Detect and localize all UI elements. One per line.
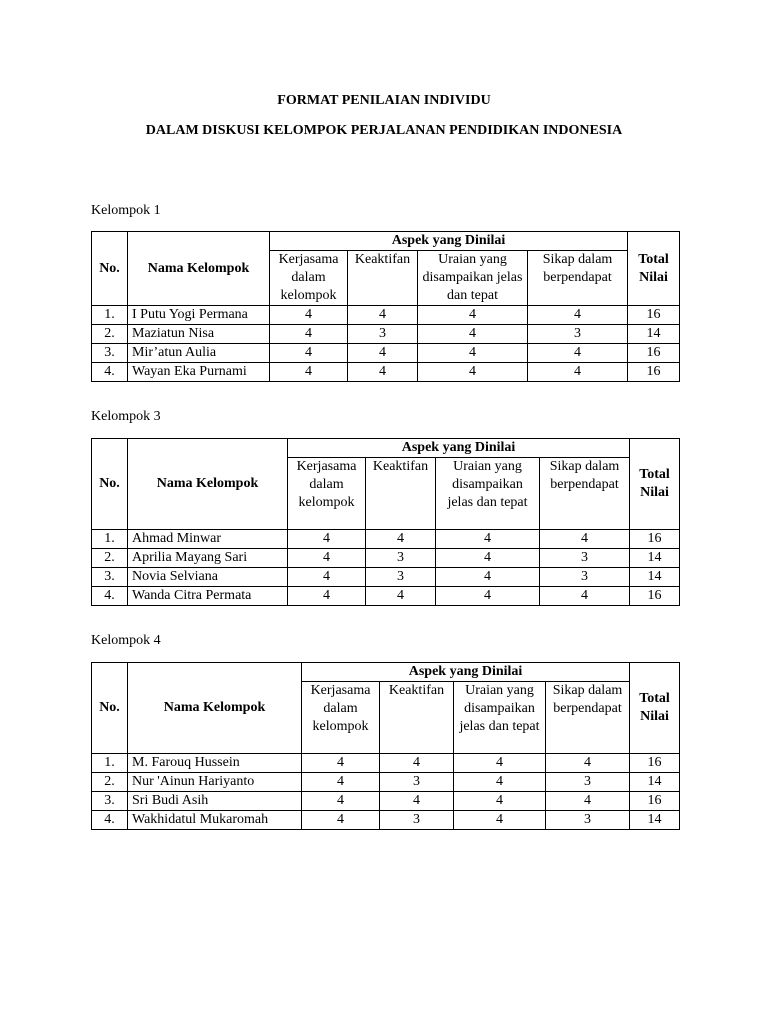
header-sikap: Sikap dalam berpendapat (540, 458, 630, 530)
cell-total: 16 (630, 530, 680, 549)
header-total: Total Nilai (630, 439, 680, 530)
cell-score: 4 (540, 530, 630, 549)
cell-name: Aprilia Mayang Sari (128, 549, 288, 568)
cell-score: 4 (418, 344, 528, 363)
header-name: Nama Kelompok (128, 439, 288, 530)
cell-score: 4 (528, 306, 628, 325)
table-row (92, 325, 680, 344)
cell-total: 14 (630, 568, 680, 587)
group-label: Kelompok 1 (91, 203, 161, 218)
cell-score: 4 (270, 306, 348, 325)
cell-no: 3. (92, 792, 128, 811)
cell-name: Ahmad Minwar (128, 530, 288, 549)
header-aspect: Aspek yang Dinilai (288, 439, 630, 458)
table-row (92, 811, 680, 830)
cell-total: 16 (630, 792, 680, 811)
cell-total: 14 (630, 811, 680, 830)
cell-score: 4 (454, 811, 546, 830)
cell-score: 4 (288, 549, 366, 568)
cell-no: 4. (92, 363, 128, 382)
group-label: Kelompok 4 (91, 633, 161, 648)
cell-score: 4 (418, 306, 528, 325)
cell-score: 4 (348, 306, 418, 325)
table-row (92, 754, 680, 773)
header-keaktifan: Keaktifan (366, 458, 436, 530)
header-sikap: Sikap dalam berpendapat (546, 682, 630, 754)
cell-score: 4 (436, 549, 540, 568)
table-row (92, 568, 680, 587)
cell-total: 16 (628, 306, 680, 325)
cell-no: 3. (92, 568, 128, 587)
cell-score: 4 (288, 587, 366, 606)
cell-score: 4 (418, 325, 528, 344)
cell-score: 3 (348, 325, 418, 344)
cell-score: 3 (540, 549, 630, 568)
cell-score: 4 (288, 530, 366, 549)
header-kerjasama: Kerjasama dalam kelompok (288, 458, 366, 530)
table-row (92, 344, 680, 363)
table-row (92, 530, 680, 549)
cell-no: 1. (92, 306, 128, 325)
header-uraian: Uraian yang disampaikan jelas dan tepat (418, 251, 528, 306)
header-no: No. (92, 663, 128, 754)
cell-score: 4 (380, 792, 454, 811)
header-kerjasama: Kerjasama dalam kelompok (302, 682, 380, 754)
cell-total: 14 (630, 773, 680, 792)
header-aspect: Aspek yang Dinilai (270, 232, 628, 251)
score-table (91, 662, 680, 830)
cell-no: 1. (92, 530, 128, 549)
cell-name: Mir’atun Aulia (128, 344, 270, 363)
cell-score: 4 (366, 587, 436, 606)
table-row (92, 587, 680, 606)
table-row (92, 792, 680, 811)
cell-score: 4 (270, 325, 348, 344)
cell-name: Wakhidatul Mukaromah (128, 811, 302, 830)
cell-no: 2. (92, 325, 128, 344)
cell-no: 2. (92, 549, 128, 568)
cell-total: 16 (630, 587, 680, 606)
header-no: No. (92, 232, 128, 306)
header-uraian: Uraian yang disampaikan jelas dan tepat (436, 458, 540, 530)
header-sikap: Sikap dalam berpendapat (528, 251, 628, 306)
table-row (92, 363, 680, 382)
cell-total: 16 (630, 754, 680, 773)
cell-no: 2. (92, 773, 128, 792)
cell-score: 4 (454, 773, 546, 792)
cell-name: Wayan Eka Purnami (128, 363, 270, 382)
header-keaktifan: Keaktifan (380, 682, 454, 754)
cell-no: 4. (92, 587, 128, 606)
cell-score: 4 (302, 811, 380, 830)
document-subtitle: DALAM DISKUSI KELOMPOK PERJALANAN PENDIDIKAN INDONESIA (145, 123, 623, 138)
cell-score: 4 (302, 773, 380, 792)
cell-no: 4. (92, 811, 128, 830)
cell-score: 4 (270, 363, 348, 382)
cell-score: 3 (528, 325, 628, 344)
cell-score: 3 (546, 773, 630, 792)
cell-score: 4 (348, 363, 418, 382)
cell-total: 16 (628, 344, 680, 363)
cell-score: 4 (540, 587, 630, 606)
header-total: Total Nilai (628, 232, 680, 306)
table-row (92, 549, 680, 568)
cell-name: Sri Budi Asih (128, 792, 302, 811)
cell-score: 3 (380, 773, 454, 792)
cell-name: M. Farouq Hussein (128, 754, 302, 773)
cell-score: 4 (454, 792, 546, 811)
score-table (91, 231, 680, 382)
cell-no: 3. (92, 344, 128, 363)
cell-score: 4 (546, 754, 630, 773)
table-row (92, 306, 680, 325)
header-keaktifan: Keaktifan (348, 251, 418, 306)
cell-no: 1. (92, 754, 128, 773)
cell-score: 4 (436, 530, 540, 549)
header-kerjasama: Kerjasama dalam kelompok (270, 251, 348, 306)
cell-score: 3 (546, 811, 630, 830)
cell-score: 3 (366, 568, 436, 587)
cell-score: 3 (366, 549, 436, 568)
cell-score: 4 (454, 754, 546, 773)
cell-name: Maziatun Nisa (128, 325, 270, 344)
cell-score: 4 (380, 754, 454, 773)
table-row (92, 773, 680, 792)
header-name: Nama Kelompok (128, 663, 302, 754)
cell-name: Novia Selviana (128, 568, 288, 587)
cell-score: 4 (366, 530, 436, 549)
cell-name: I Putu Yogi Permana (128, 306, 270, 325)
header-no: No. (92, 439, 128, 530)
cell-name: Wanda Citra Permata (128, 587, 288, 606)
cell-score: 4 (436, 587, 540, 606)
score-table (91, 438, 680, 606)
cell-score: 3 (540, 568, 630, 587)
cell-score: 4 (418, 363, 528, 382)
header-uraian: Uraian yang disampaikan jelas dan tepat (454, 682, 546, 754)
group-label: Kelompok 3 (91, 409, 161, 424)
cell-total: 14 (628, 325, 680, 344)
cell-score: 4 (302, 792, 380, 811)
cell-score: 4 (528, 363, 628, 382)
cell-score: 4 (528, 344, 628, 363)
cell-score: 4 (302, 754, 380, 773)
cell-total: 14 (630, 549, 680, 568)
cell-score: 4 (546, 792, 630, 811)
cell-score: 3 (380, 811, 454, 830)
cell-score: 4 (270, 344, 348, 363)
header-total: Total Nilai (630, 663, 680, 754)
document-title: FORMAT PENILAIAN INDIVIDU (277, 93, 491, 108)
cell-score: 4 (436, 568, 540, 587)
cell-score: 4 (348, 344, 418, 363)
cell-score: 4 (288, 568, 366, 587)
cell-name: Nur 'Ainun Hariyanto (128, 773, 302, 792)
header-aspect: Aspek yang Dinilai (302, 663, 630, 682)
cell-total: 16 (628, 363, 680, 382)
header-name: Nama Kelompok (128, 232, 270, 306)
